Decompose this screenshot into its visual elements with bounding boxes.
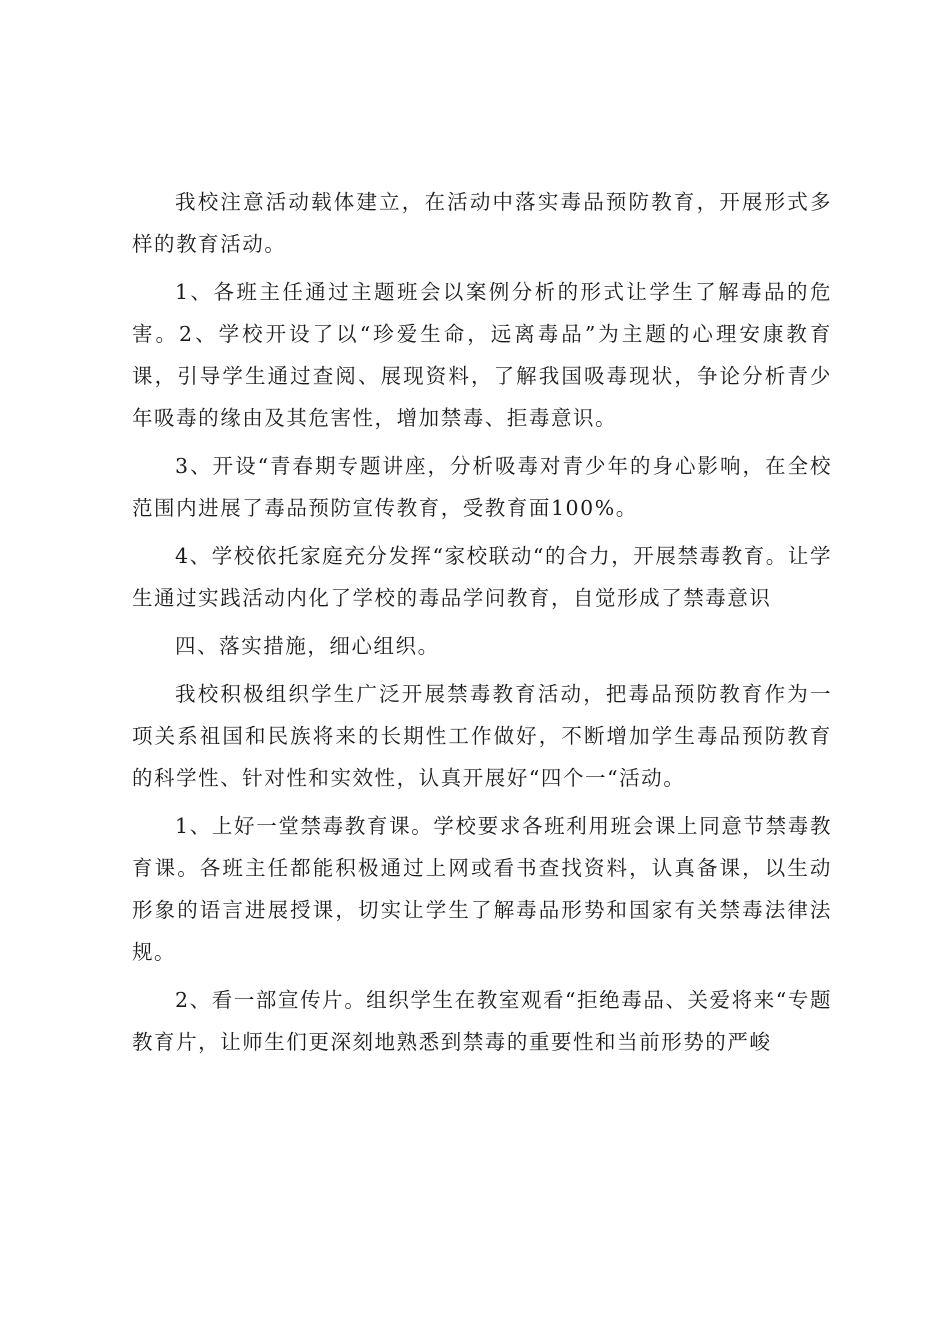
paragraph-item-4: 4、学校依托家庭充分发挥“家校联动“的合力，开展禁毒教育。让学生通过实践活动内化了学校的毒品学问教育，自觉形成了禁毒意识 (132, 544, 832, 610)
section-heading: 四、落实措施，细心组织。 (175, 634, 440, 658)
document-body (132, 181, 832, 1069)
paragraph-item-3: 3、开设“青春期专题讲座，分析吸毒对青少年的身心影响，在全校范围内进展了毒品预防宣传教育，受教育面100%。 (132, 454, 832, 520)
paragraph-activity-2: 2、看一部宣传片。组织学生在教室观看“拒绝毒品、关爱将来“专题教育片，让师生们更深刻地熟悉到禁毒的重要性和当前形势的严峻 (132, 988, 832, 1054)
paragraph-section-intro: 我校积极组织学生广泛开展禁毒教育活动，把毒品预防教育作为一项关系祖国和民族将来的长期性工作做好，不断增加学生毒品预防教育的科学性、针对性和实效性，认真开展好“四个一“活动。 (132, 682, 832, 790)
paragraph-intro: 我校注意活动载体建立，在活动中落实毒品预防教育，开展形式多样的教育活动。 (132, 190, 832, 256)
paragraph-activity-1: 1、上好一堂禁毒教育课。学校要求各班利用班会课上同意节禁毒教育课。各班主任都能积极通过上网或看书查找资料，认真备课，以生动形象的语言进展授课，切实让学生了解毒品形势和国家有关禁毒法律法规。 (132, 814, 832, 964)
paragraph-item-1-2: 1、各班主任通过主题班会以案例分析的形式让学生了解毒品的危害。2、学校开设了以“珍爱生命，远离毒品”为主题的心理安康教育课，引导学生通过查阅、展现资料，了解我国吸毒现状，争论分析青少年吸毒的缘由及其危害性，增加禁毒、拒毒意识。 (132, 280, 832, 430)
